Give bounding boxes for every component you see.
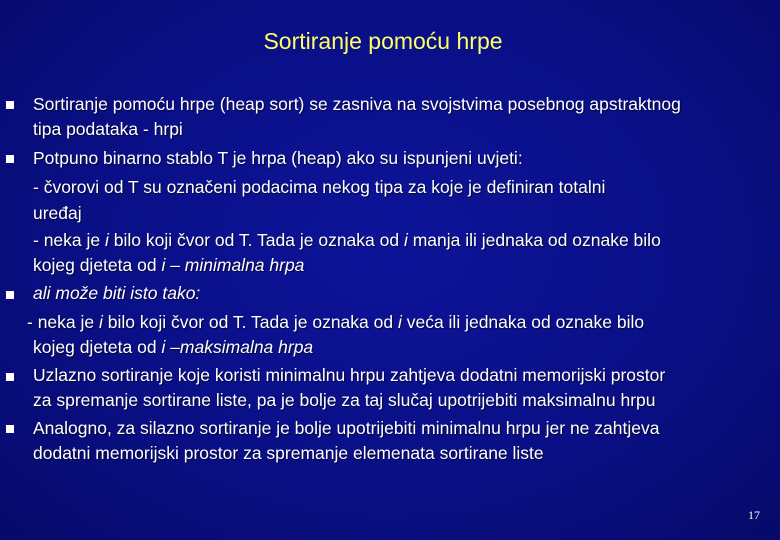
bullet-marker xyxy=(6,425,14,433)
bullet-marker xyxy=(6,373,14,381)
bullet-marker xyxy=(6,291,14,299)
text-run-italic: i – minimalna hrpa xyxy=(161,255,305,275)
bullet-marker xyxy=(6,155,14,163)
bullet-2-line-2: - čvorovi od T su označeni podacima nekog tipa za koje je definiran totalni xyxy=(33,177,606,197)
bullet-5-line-1: Analogno, za silazno sortiranje je bolje upotrijebiti minimalnu hrpu jer ne zahtjeva xyxy=(33,418,660,438)
text-run-italic: i xyxy=(98,312,103,332)
text-run: bilo koji čvor od T. Tada je oznaka od xyxy=(108,230,404,250)
text-run: - neka je xyxy=(27,312,99,332)
text-run-italic: i xyxy=(403,230,408,250)
bullet-4-line-1: Uzlazno sortiranje koje koristi minimalnu hrpu zahtjeva dodatni memorijski prostor xyxy=(33,365,666,385)
bullet-marker xyxy=(6,101,14,109)
bullet-1-line-1: Sortiranje pomoću hrpe (heap sort) se zasniva na svojstvima posebnog apstraktnog xyxy=(33,94,681,114)
slide-title: Sortiranje pomoću hrpe xyxy=(263,28,503,54)
text-run-italic: i –maksimalna hrpa xyxy=(161,337,314,357)
bullet-5-line-2: dodatni memorijski prostor za spremanje elemenata sortirane liste xyxy=(33,443,544,463)
text-run: manja ili jednaka od oznake bilo xyxy=(407,230,661,250)
text-run: kojeg djeteta od xyxy=(33,255,162,275)
text-run: veća ili jednaka od oznake bilo xyxy=(401,312,645,332)
bullet-2-line-5 xyxy=(33,255,304,276)
text-run: - neka je xyxy=(33,230,105,250)
text-run-italic: i xyxy=(397,312,402,332)
bullet-2-line-4 xyxy=(33,230,661,251)
bullet-4-line-2: za spremanje sortirane liste, pa je bolje za taj slučaj upotrijebiti maksimalnu hrpu xyxy=(33,390,656,410)
bullet-3-line-3 xyxy=(33,337,313,358)
text-run: bilo koji čvor od T. Tada je oznaka od xyxy=(102,312,398,332)
bullet-3-line-2 xyxy=(27,312,644,333)
text-run: kojeg djeteta od xyxy=(33,337,162,357)
page-number: 17 xyxy=(748,508,760,522)
text-run-italic: i xyxy=(104,230,109,250)
bullet-3-line-1: ali može biti isto tako: xyxy=(33,283,201,303)
bullet-1-line-2: tipa podataka - hrpi xyxy=(33,119,183,139)
bullet-2-line-1: Potpuno binarno stablo T je hrpa (heap) ako su ispunjeni uvjeti: xyxy=(33,148,523,168)
bullet-2-line-3: uređaj xyxy=(33,203,82,223)
